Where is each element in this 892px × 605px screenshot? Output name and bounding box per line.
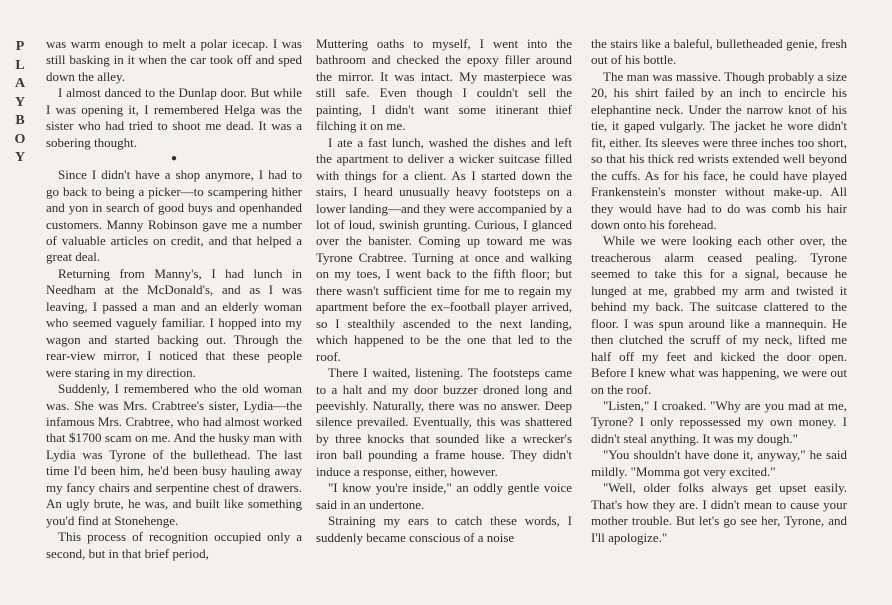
side-title-letter: L — [15, 57, 25, 73]
paragraph: Muttering oaths to myself, I went into the bathroom and checked the epoxy filler around the mirror. It was intact. My masterpiece was still safe. Even though I couldn't sell the painting, I didn't want some itinerant thief filching it on me. — [316, 36, 572, 134]
paragraph: I almost danced to the Dunlap door. But while I was opening it, I remembered Helga was the sister who had tried to shoot me dead. It was a sobering thought. — [46, 85, 302, 150]
paragraph: There I waited, listening. The footsteps came to a halt and my door buzzer droned long and peevishly. Naturally, there was no answer. Deep silence prevailed. Eventually, this was shattered by three knocks that sounded like a wrecker's iron ball pounding a frame house. They didn't induce a response, either, however. — [316, 365, 572, 479]
side-title-letter: P — [15, 39, 25, 54]
paragraph: "Well, older folks always get upset easily. That's how they are. I didn't mean to cause your mother trouble. But let's go see her, Tyrone, and I'll apologize." — [591, 480, 847, 545]
paragraph: Suddenly, I remembered who the old woman was. She was Mrs. Crabtree's sister, Lydia—the infamous Mrs. Crabtree, who had almost worked that $1700 scam on me. And the husky man with Lydia was Tyrone of the bullethead. The last time I'd been him, he'd been busy hauling away my fancy chairs and serpentine chest of drawers. An ugly brute, he was, and built like something you'd find at Stonehenge. — [46, 381, 302, 528]
text-column-2 — [316, 36, 572, 546]
side-title-letter: A — [14, 76, 26, 91]
paragraph: While we were looking each other over, the treacherous alarm ceased pealing. Tyrone seemed to take this for a signal, because he lunged at me, grabbed my arm and twisted it behind my back. The suitcase clattered to the floor. I was spun around like a mannequin. He then clutched the scruff of my neck, lifted me half off my feet and kicked the door open. Before I knew what was happening, we were out on the roof. — [591, 233, 847, 397]
text-column-3 — [591, 36, 847, 546]
side-title-letter: B — [15, 113, 25, 128]
paragraph: "Listen," I croaked. "Why are you mad at me, Tyrone? I only repossessed my own money. I didn't steal anything. It was my dough." — [591, 397, 847, 446]
side-title-letter: Y — [14, 150, 26, 165]
paragraph: was warm enough to melt a polar icecap. I was still basking in it when the car took off and sped down the alley. — [46, 36, 302, 84]
paragraph: Since I didn't have a shop anymore, I had to go back to being a picker—to scampering hither and yon in search of good buys and openhanded customers. Manny Robinson gave me a number of valuable articles on credit, and that helped a great deal. — [46, 167, 302, 265]
paragraph: "I know you're inside," an oddly gentle voice said in an undertone. — [316, 480, 572, 512]
paragraph: I ate a fast lunch, washed the dishes and left the apartment to deliver a wicker suitcase filled with things for a client. As I started down the stairs, I heard unusually heavy footsteps on a lower landing—and they were accompanied by a lot of loud, swinish grunting. Curious, I glanced over the banister. Coming up toward me was Tyrone Crabtree. Turning at once and walking on my toes, I went back to the fifth floor; but there wasn't sufficient time for me to regain my apartment before the ex–football player arrived, so I stealthily ascended to the next landing, which happened to be the one that led to the roof. — [316, 134, 572, 364]
paragraph: Straining my ears to catch these words, I suddenly became conscious of a noise — [316, 513, 572, 545]
paragraph: The man was massive. Though probably a size 20, his shirt failed by an inch to encircle his elephantine neck. Under the narrow knot of his tie, it gaped vulgarly. The jacket he wore didn't fit, either. Its sleeves were three inches too short, so that his thick red wrists extended well beyond the cuffs. As for his face, he could have played Frankenstein's monster without make-up. All they would have had to do was comb his hair down onto his forehead. — [591, 68, 847, 232]
magazine-side-title — [10, 38, 30, 168]
text-column-1 — [46, 36, 302, 562]
paragraph: This process of recognition occupied only a second, but in that brief period, — [46, 529, 302, 561]
section-break-bullet: ● — [170, 153, 178, 165]
paragraph: the stairs like a baleful, bulletheaded genie, fresh out of his bottle. — [591, 36, 847, 68]
side-title-letter: O — [14, 131, 26, 147]
paragraph: Returning from Manny's, I had lunch in Needham at the McDonald's, and as I was leaving, I passed a man and an elderly woman who seemed vaguely familiar. I hopped into my wagon and started backing out. Through the rear-view mirror, I noticed that these people were staring in my direction. — [46, 265, 302, 380]
side-title-letter: Y — [14, 94, 26, 110]
paragraph: "You shouldn't have done it, anyway," he said mildly. "Momma got very excited." — [591, 447, 847, 479]
